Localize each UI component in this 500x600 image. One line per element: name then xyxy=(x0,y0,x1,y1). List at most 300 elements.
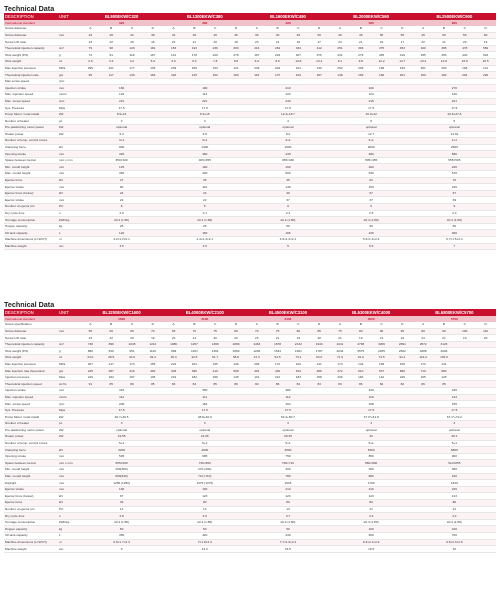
row-value: 19 xyxy=(475,39,496,46)
row-value: 155 xyxy=(142,361,163,368)
row-label: Ejector force xyxy=(4,177,58,184)
table-row xyxy=(4,427,496,434)
row-value: 86 xyxy=(267,381,288,388)
model-name: BL1300EKW/C380 xyxy=(163,13,246,20)
table-row xyxy=(4,348,496,355)
row-value: 110 xyxy=(163,184,246,191)
row-label: Theoretical injection speed xyxy=(4,381,58,388)
row-value: 52.2+50.7 xyxy=(246,414,329,421)
table-row xyxy=(4,204,496,211)
row-value: 177 xyxy=(122,65,143,72)
header-description: DESCRIPTION xyxy=(4,309,58,316)
row-unit xyxy=(58,138,80,145)
row-value: 3.5 xyxy=(163,243,246,250)
row-value: D xyxy=(475,322,496,328)
row-value: A xyxy=(80,26,101,32)
table-row xyxy=(4,414,496,421)
row-unit: mm xyxy=(58,453,80,460)
row-label: Ejector force xyxy=(4,500,58,507)
table-row xyxy=(4,493,496,500)
row-value: 910 xyxy=(413,473,496,480)
row-value: 21 xyxy=(434,335,455,342)
row-value: 160 xyxy=(246,164,329,171)
row-value: 75 xyxy=(267,328,288,335)
row-label: Screw diameter xyxy=(4,32,58,39)
model-name: BL2500EKW/C900 xyxy=(413,13,496,20)
row-value: 145 xyxy=(184,72,205,79)
table-row xyxy=(4,105,496,112)
row-value: 1961 xyxy=(288,348,309,355)
row-value: 999 xyxy=(163,348,184,355)
table-row xyxy=(4,65,496,72)
row-value: 142 xyxy=(350,361,371,368)
row-value: 12.2 xyxy=(371,58,392,65)
row-value: 129 xyxy=(122,45,143,52)
row-value: 2798 xyxy=(350,341,371,348)
table-row xyxy=(4,434,496,441)
row-value: 89 xyxy=(226,381,247,388)
row-value: 3 xyxy=(80,420,163,427)
row-value: 19 xyxy=(350,335,371,342)
row-value: 142 xyxy=(371,374,392,381)
row-value: 21 xyxy=(330,506,413,513)
row-value: 2891 xyxy=(392,341,413,348)
row-value: 45 xyxy=(413,32,434,39)
row-value: 303 xyxy=(226,45,247,52)
row-value: 16.9+22 xyxy=(330,111,413,118)
row-value: 50 xyxy=(371,32,392,39)
row-value: 189 xyxy=(184,65,205,72)
row-unit: kN xyxy=(58,493,80,500)
table-row xyxy=(4,230,496,237)
spec-table-2 xyxy=(4,309,496,553)
row-value: 2575 xyxy=(350,348,371,355)
row-label: Heater power xyxy=(4,131,58,138)
row-value: 24.0 xyxy=(80,354,101,361)
row-value: ≤0.4 (1:80) xyxy=(413,519,496,526)
row-value-empty xyxy=(454,374,475,381)
row-value: 360 xyxy=(163,151,246,158)
row-value: optional xyxy=(246,427,329,434)
row-value: ≤0.4 (1:80) xyxy=(413,217,496,224)
row-label: Screw diameter xyxy=(4,328,58,335)
row-unit: MPa xyxy=(58,65,80,72)
row-value: 150 xyxy=(163,230,246,237)
row-value: 123 xyxy=(246,91,329,98)
row-unit: mm x mm xyxy=(58,460,80,467)
row-value: 2.3 xyxy=(413,210,496,217)
row-value: 10.4 xyxy=(413,58,434,65)
row-value: 391 xyxy=(246,368,267,375)
row-value: 14.7 xyxy=(392,58,413,65)
row-value: 270 xyxy=(413,85,496,92)
row-value: 125 xyxy=(80,164,163,171)
row-value: 4006 xyxy=(434,348,455,355)
row-value-empty xyxy=(454,381,475,388)
row-value: 3.7 xyxy=(246,513,329,520)
row-value: 685 xyxy=(163,453,246,460)
row-value: 217 xyxy=(101,361,122,368)
model-name: BL4500EKW/C3100 xyxy=(246,309,329,316)
row-value: 95 xyxy=(392,328,413,335)
row-value: 3200 xyxy=(80,447,163,454)
row-value: 45 xyxy=(226,32,247,39)
row-value: 124 xyxy=(330,91,413,98)
row-value: A xyxy=(330,322,351,328)
row-value: 3.6 xyxy=(163,513,246,520)
standard-value: 3100 xyxy=(246,316,329,322)
row-value: 50 xyxy=(434,32,455,39)
row-value: 8.9+15 xyxy=(163,111,246,118)
row-label: Max. screw speed xyxy=(4,401,58,408)
row-value: 2185 xyxy=(371,348,392,355)
row-value: 19 xyxy=(392,335,413,342)
row-value: 63.0 xyxy=(309,354,330,361)
row-label: Max injection pressure xyxy=(4,65,58,72)
row-value: 121 xyxy=(226,65,247,72)
row-label: Shot weight xyxy=(4,58,58,65)
row-value xyxy=(330,78,413,85)
row-value: 50 xyxy=(246,223,329,230)
row-label: Dry cycle time xyxy=(4,513,58,520)
row-value: 5+1 xyxy=(163,440,246,447)
row-value: 110 xyxy=(475,328,496,335)
row-label: Min. mould height xyxy=(4,467,58,474)
row-value: ≤0.4 (1:80) xyxy=(163,217,246,224)
row-value: 84 xyxy=(288,381,309,388)
table-row xyxy=(4,124,496,131)
row-value: 36.1 xyxy=(413,434,496,441)
row-label: Sys. Pressure xyxy=(4,407,58,414)
table-row xyxy=(4,368,496,375)
row-value: 6.3 xyxy=(184,58,205,65)
row-value: 4 xyxy=(246,118,329,125)
row-value: 430 xyxy=(246,151,329,158)
row-value: 4.2×1.2×2.1 xyxy=(80,237,163,244)
row-value: 20 xyxy=(454,39,475,46)
row-value: optional xyxy=(330,427,413,434)
row-value: 98 xyxy=(101,45,122,52)
row-value: 50 xyxy=(309,32,330,39)
row-label: Screw specification xyxy=(4,322,58,328)
row-value: 3.2 xyxy=(101,58,122,65)
row-value: 83 xyxy=(163,381,184,388)
row-unit: mm xyxy=(58,480,80,487)
row-value: 200 xyxy=(330,164,413,171)
row-value: 162 xyxy=(288,361,309,368)
row-value: 28.5 xyxy=(101,354,122,361)
row-value: 210 xyxy=(330,486,413,493)
row-label: Opening stroke xyxy=(4,151,58,158)
row-value: 17.5 xyxy=(330,407,413,414)
row-unit: mm xyxy=(58,151,80,158)
row-value: 164 xyxy=(246,401,329,408)
row-value: 90 xyxy=(80,184,163,191)
row-value: 1943 xyxy=(309,341,330,348)
row-value: 3 xyxy=(80,118,163,125)
row-value: 17.5 xyxy=(246,407,329,414)
row-value: 12.4+18.7 xyxy=(246,111,329,118)
row-value: 23 xyxy=(80,335,101,342)
row-value-empty xyxy=(454,368,475,375)
row-value: 660(640) xyxy=(80,473,163,480)
standard-label: International standard xyxy=(4,20,58,26)
row-value: 710 xyxy=(413,368,434,375)
row-value: 221 xyxy=(413,98,496,105)
row-value: 29.35 xyxy=(246,434,329,441)
row-value: 951 xyxy=(122,348,143,355)
row-label: Injection stroke xyxy=(4,387,58,394)
row-value: 900 xyxy=(413,453,496,460)
row-value: 79 xyxy=(80,45,101,52)
row-value: 172 xyxy=(267,361,288,368)
row-value: 279 xyxy=(350,52,371,59)
row-unit: mm xyxy=(58,473,80,480)
row-value: 240 xyxy=(330,85,413,92)
row-value: 91.0 xyxy=(350,354,371,361)
row-value: D xyxy=(392,26,413,32)
row-value: 405×355 xyxy=(163,157,246,164)
table-row xyxy=(4,335,496,342)
row-value: 2211 xyxy=(330,341,351,348)
row-label: Daylight xyxy=(4,480,58,487)
row-value: 164 xyxy=(288,72,309,79)
row-value: 3+1 xyxy=(80,138,163,145)
row-value: 486 xyxy=(309,368,330,375)
row-value: 710 (710) xyxy=(163,473,246,480)
row-value: 20 xyxy=(205,335,226,342)
row-unit: kg xyxy=(58,526,80,533)
table-row xyxy=(4,480,496,487)
row-value: 1700 xyxy=(330,480,413,487)
row-value: 174 xyxy=(330,361,351,368)
row-value: 544 xyxy=(288,368,309,375)
row-value: 412 xyxy=(309,45,330,52)
row-value: 13.4 xyxy=(309,58,330,65)
row-value: 380 xyxy=(413,467,496,474)
row-unit: mm xyxy=(58,85,80,92)
table-row xyxy=(4,440,496,447)
row-value: 19 xyxy=(288,335,309,342)
row-value: A xyxy=(330,26,351,32)
row-value: 17.5 xyxy=(413,407,496,414)
row-value: 12.2 xyxy=(163,546,246,553)
table-row xyxy=(4,526,496,533)
row-label: Number of heater xyxy=(4,118,58,125)
row-value xyxy=(413,78,496,85)
row-value: 86 xyxy=(413,381,434,388)
table-row xyxy=(4,341,496,348)
row-unit xyxy=(58,335,80,342)
row-value: 3 xyxy=(163,118,246,125)
row-value: 84 xyxy=(184,381,205,388)
row-value: 18.5 xyxy=(475,58,496,65)
row-label: Ejector stroke xyxy=(4,184,58,191)
row-value: 555×505 xyxy=(413,157,496,164)
row-value: 3206 xyxy=(371,341,392,348)
row-label: Heater power xyxy=(4,434,58,441)
row-value: 80 xyxy=(163,500,246,507)
row-value: 85 xyxy=(309,328,330,335)
row-value: 2.1 xyxy=(163,210,246,217)
row-value: 91 xyxy=(101,52,122,59)
row-label: Theoretical injection capacity xyxy=(4,341,58,348)
row-value: 100 xyxy=(413,526,496,533)
row-value: 5+1 xyxy=(330,440,413,447)
row-unit: mm/s xyxy=(58,91,80,98)
row-value: 23 xyxy=(80,39,101,46)
row-value: 472 xyxy=(330,368,351,375)
row-value: 120 xyxy=(80,230,163,237)
row-value: optional xyxy=(80,427,163,434)
row-unit: rpm xyxy=(58,78,80,85)
row-value: 42.5 xyxy=(184,354,205,361)
table-row xyxy=(4,197,496,204)
table-row xyxy=(4,519,496,526)
spec-table-1 xyxy=(4,13,496,250)
row-unit: g/s xyxy=(58,368,80,375)
row-value: 12.7 xyxy=(330,131,413,138)
row-value: 8.6 xyxy=(267,58,288,65)
row-value: 730×660 xyxy=(163,460,246,467)
row-value: optional xyxy=(163,427,246,434)
row-value: 182 xyxy=(434,72,455,79)
row-value: 80 xyxy=(413,500,496,507)
row-value: 58.8 xyxy=(226,354,247,361)
row-value: 38 xyxy=(142,32,163,39)
row-value: 22 xyxy=(163,197,246,204)
table-header-row xyxy=(4,13,496,20)
row-value: 1461 xyxy=(205,348,226,355)
row-value: 245 xyxy=(80,368,101,375)
table-row xyxy=(4,144,496,151)
row-value: 50 xyxy=(80,526,163,533)
row-unit: kN xyxy=(58,190,80,197)
row-value: B xyxy=(350,322,371,328)
row-value: D xyxy=(475,26,496,32)
row-value: 50 xyxy=(330,223,413,230)
row-value: 17.5 xyxy=(163,407,246,414)
row-value: 1110 xyxy=(142,348,163,355)
row-value: 36 xyxy=(184,32,205,39)
row-value: 13 xyxy=(246,506,329,513)
row-value: 40 xyxy=(330,32,351,39)
row-value: 780 xyxy=(246,473,329,480)
row-value: optional xyxy=(163,124,246,131)
row-label: Pump Motor / total install xyxy=(4,414,58,421)
standard-value: 490 xyxy=(246,20,329,26)
row-value: 80 xyxy=(413,328,434,335)
row-value: 49 xyxy=(246,190,329,197)
row-value: 80 xyxy=(350,328,371,335)
row-value: 249 xyxy=(246,65,267,72)
table-row xyxy=(4,467,496,474)
row-label: Ejector stroke xyxy=(4,486,58,493)
row-value: 6.8×1.7×2.3 xyxy=(80,539,163,546)
row-value: 172 xyxy=(413,361,434,368)
row-label: Screw L/D ratio xyxy=(4,39,58,46)
row-value: 5.7×1.5×2.4 xyxy=(413,237,496,244)
row-value: 145 xyxy=(226,374,247,381)
row-value: C xyxy=(454,322,475,328)
row-unit: g xyxy=(58,52,80,59)
row-value: 2572 xyxy=(413,341,434,348)
spec-section-1 xyxy=(4,4,496,250)
row-value: 9.8 xyxy=(350,58,371,65)
row-value: 480 xyxy=(330,151,413,158)
row-value: 141 xyxy=(163,52,184,59)
row-value: 3+1 xyxy=(163,138,246,145)
row-value: 32 xyxy=(163,32,184,39)
standard-value: 1600 xyxy=(80,316,163,322)
row-value: 1463 xyxy=(246,341,267,348)
row-value: 4.2 xyxy=(122,58,143,65)
row-value: 85 xyxy=(434,381,455,388)
row-value: C xyxy=(122,26,143,32)
row-unit: mm xyxy=(58,387,80,394)
row-value: ≤0.4 (1:80) xyxy=(80,519,163,526)
row-value: 197 xyxy=(246,52,267,59)
row-value: 111 xyxy=(163,394,246,401)
row-value: 37 xyxy=(330,197,413,204)
row-value: 655×600 xyxy=(80,460,163,467)
row-value: B xyxy=(350,26,371,32)
row-value: 72 xyxy=(80,52,101,59)
row-value: 210 xyxy=(246,486,329,493)
row-label: Ejector force (below) xyxy=(4,190,58,197)
row-value: 880 xyxy=(434,368,455,375)
row-label: Shot weight (PS) xyxy=(4,348,58,355)
row-value: 3+1 xyxy=(246,138,329,145)
row-value: 5 xyxy=(246,243,329,250)
row-value: 23 xyxy=(246,39,267,46)
row-value: B xyxy=(267,26,288,32)
row-value-empty xyxy=(475,381,496,388)
row-value: 67 xyxy=(413,190,496,197)
row-label: Ejector force (below) xyxy=(4,493,58,500)
row-unit: kW xyxy=(58,131,80,138)
row-label: Max. mould height xyxy=(4,171,58,178)
row-value: 5.0 xyxy=(163,58,184,65)
row-value: 505×455 xyxy=(330,157,413,164)
row-value: B xyxy=(434,322,455,328)
row-value: 9 xyxy=(80,546,163,553)
row-value: 392 xyxy=(142,368,163,375)
row-value: 12.8 xyxy=(434,58,455,65)
table-row xyxy=(4,138,496,145)
row-value: 240 xyxy=(246,98,329,105)
row-value: 60 xyxy=(475,32,496,39)
row-value: 35 xyxy=(163,177,246,184)
row-unit: kN xyxy=(58,144,80,151)
row-value: 150 xyxy=(330,184,413,191)
row-unit: oz xyxy=(58,354,80,361)
row-label: Max injection pressure xyxy=(4,361,58,368)
row-value: 3286 xyxy=(413,348,434,355)
row-value: C xyxy=(454,26,475,32)
row-unit: Mpa xyxy=(58,407,80,414)
row-label: Max. screw speed xyxy=(4,98,58,105)
row-value: 114 xyxy=(163,91,246,98)
row-value: 183 xyxy=(226,72,247,79)
row-value: 1669 xyxy=(226,348,247,355)
row-value: 860×800 xyxy=(330,460,413,467)
row-value: 153 xyxy=(163,45,184,52)
row-value: 379 xyxy=(309,52,330,59)
row-label: Max injection rate theoretical xyxy=(4,368,58,375)
row-value: 19.5 xyxy=(330,546,413,553)
row-value: 210 xyxy=(246,85,329,92)
